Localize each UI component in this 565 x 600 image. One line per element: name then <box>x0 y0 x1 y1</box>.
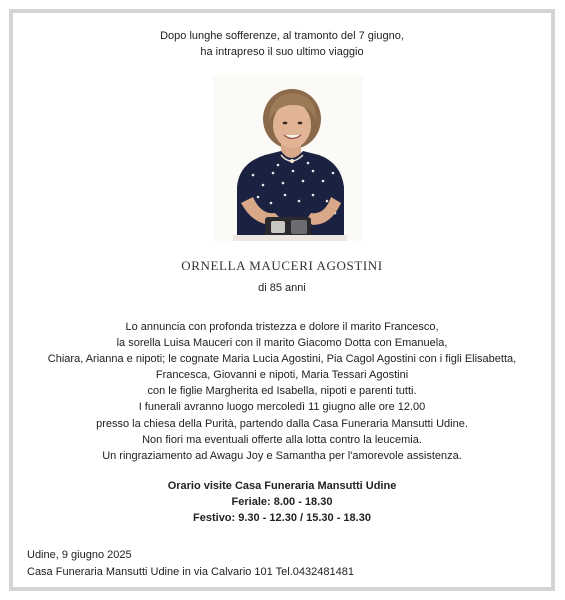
intro-line: ha intrapreso il suo ultimo viaggio <box>200 46 364 58</box>
obituary-card <box>9 9 555 591</box>
deceased-age: di 85 anni <box>258 282 306 294</box>
visiting-hours-holiday: Festivo: 9.30 - 12.30 / 15.30 - 18.30 <box>193 512 371 525</box>
portrait-photo <box>213 75 363 241</box>
footer <box>27 547 354 580</box>
announcement-line: con le figlie Margherita ed Isabella, nipoti e parenti tutti. <box>147 385 417 398</box>
intro-line: Dopo lunghe sofferenze, al tramonto del 7 giugno, <box>160 30 404 42</box>
announcement-line: Un ringraziamento ad Awagu Joy e Samantha per l'amorevole assistenza. <box>102 449 462 462</box>
announcement-line: Non fiori ma eventuali offerte alla lotta contro la leucemia. <box>142 433 422 446</box>
announcement-line: Francesca, Giovanni e nipoti, Maria Tessari Agostini <box>155 369 409 382</box>
announcement-line: Lo annuncia con profonda tristezza e dolore il marito Francesco, <box>125 321 439 333</box>
announcement-text <box>13 319 551 464</box>
announcement-line: la sorella Luisa Mauceri con il marito Giacomo Dotta con Emanuela, <box>116 337 448 350</box>
announcement-line: Chiara, Arianna e nipoti; le cognate Maria Lucia Agostini, Pia Cagol Agostini con i figli Elisabetta, <box>47 353 517 366</box>
visiting-hours-weekday: Feriale: 8.00 - 18.30 <box>231 496 333 509</box>
deceased-name: ORNELLA MAUCERI AGOSTINI <box>181 258 383 273</box>
footer-contact: Casa Funeraria Mansutti Udine in via Calvario 101 Tel.0432481481 <box>27 565 354 578</box>
visiting-hours <box>13 478 551 527</box>
announcement-line: I funerali avranno luogo mercoledì 11 giugno alle ore 12.00 <box>138 401 426 414</box>
visiting-hours-title: Orario visite Casa Funeraria Mansutti Udine <box>167 480 397 492</box>
intro-text <box>13 28 551 60</box>
footer-place-date: Udine, 9 giugno 2025 <box>27 549 132 561</box>
announcement-line: presso la chiesa della Purità, partendo dalla Casa Funeraria Mansutti Udine. <box>96 417 468 430</box>
